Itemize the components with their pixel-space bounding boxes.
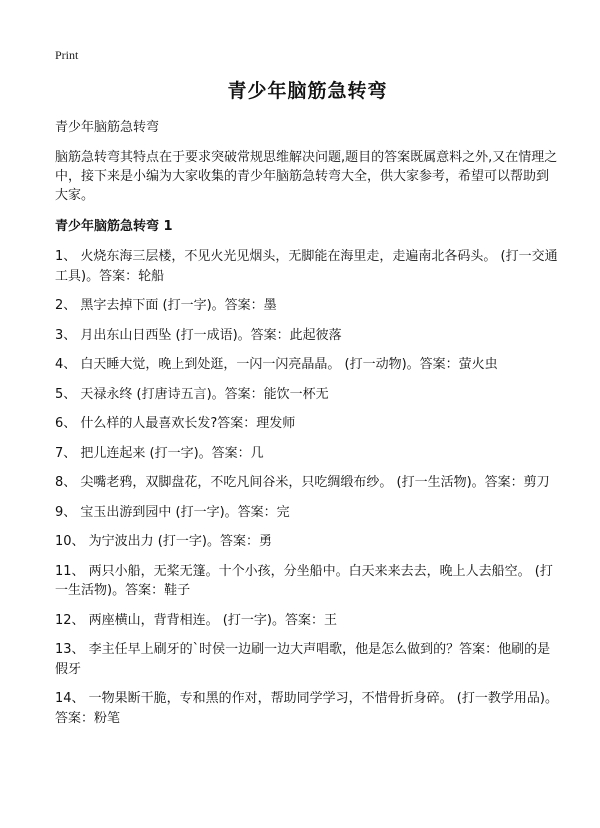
riddle-item: 12、 两座横山，背背相连。 (打一字)。答案：王 [55, 612, 337, 628]
subtitle: 青少年脑筋急转弯 [55, 120, 160, 135]
print-link[interactable]: Print [55, 48, 79, 62]
riddle-item: 1、 火烧东海三层楼，不见火光见烟头，无脚能在海里走，走遍南北各码头。 (打一交通工具)。答案：轮船 [55, 249, 558, 284]
riddle-item: 9、 宝玉出游到园中 (打一字)。答案：完 [55, 504, 290, 520]
riddle-item: 10、 为宁波出力 (打一字)。答案：勇 [55, 534, 272, 549]
riddle-item: 3、 月出东山日西坠 (打一成语)。答案：此起彼落 [55, 327, 342, 343]
section-heading: 青少年脑筋急转弯 1 [55, 219, 173, 234]
intro-paragraph: 脑筋急转弯其特点在于要求突破常规思维解决问题,题目的答案既属意料之外,又在情理之中，接下来是小编为大家收集的青少年脑筋急转弯大全，供大家参考，希望可以帮助到大家。 [55, 150, 558, 203]
riddle-item: 11、 两只小船，无桨无篷。十个小孩，分坐船中。白天来来去去，晚上人去船空。 (打一生活物)。答案：鞋子 [55, 563, 553, 598]
riddle-item: 13、 李主任早上刷牙的`时侯一边刷一边大声唱歌，他是怎么做到的？答案：他刷的是假牙 [55, 642, 551, 677]
riddle-list [55, 247, 560, 728]
riddle-item: 4、 白天睡大觉，晚上到处逛，一闪一闪亮晶晶。 (打一动物)。答案：萤火虫 [55, 357, 498, 372]
riddle-item: 14、 一物果断干脆，专和黑的作对，帮助同学学习，不惜骨折身碎。 (打一教学用品)。答案：粉笔 [55, 691, 558, 726]
riddle-item: 7、 把儿连起来 (打一字)。答案：几 [55, 445, 264, 461]
page-title: 青少年脑筋急转弯 [227, 80, 388, 102]
riddle-item: 2、 黑字去掉下面 (打一字)。答案：墨 [55, 298, 277, 313]
riddle-item: 5、 天禄永终 (打唐诗五言)。答案：能饮一杯无 [55, 386, 329, 402]
riddle-item: 8、 尖嘴老鸦，双脚盘花，不吃凡间谷米，只吃绸缎布纱。 (打一生活物)。答案：剪刀 [55, 475, 550, 490]
riddle-item: 6、 什么样的人最喜欢长发?答案：理发师 [55, 416, 296, 431]
